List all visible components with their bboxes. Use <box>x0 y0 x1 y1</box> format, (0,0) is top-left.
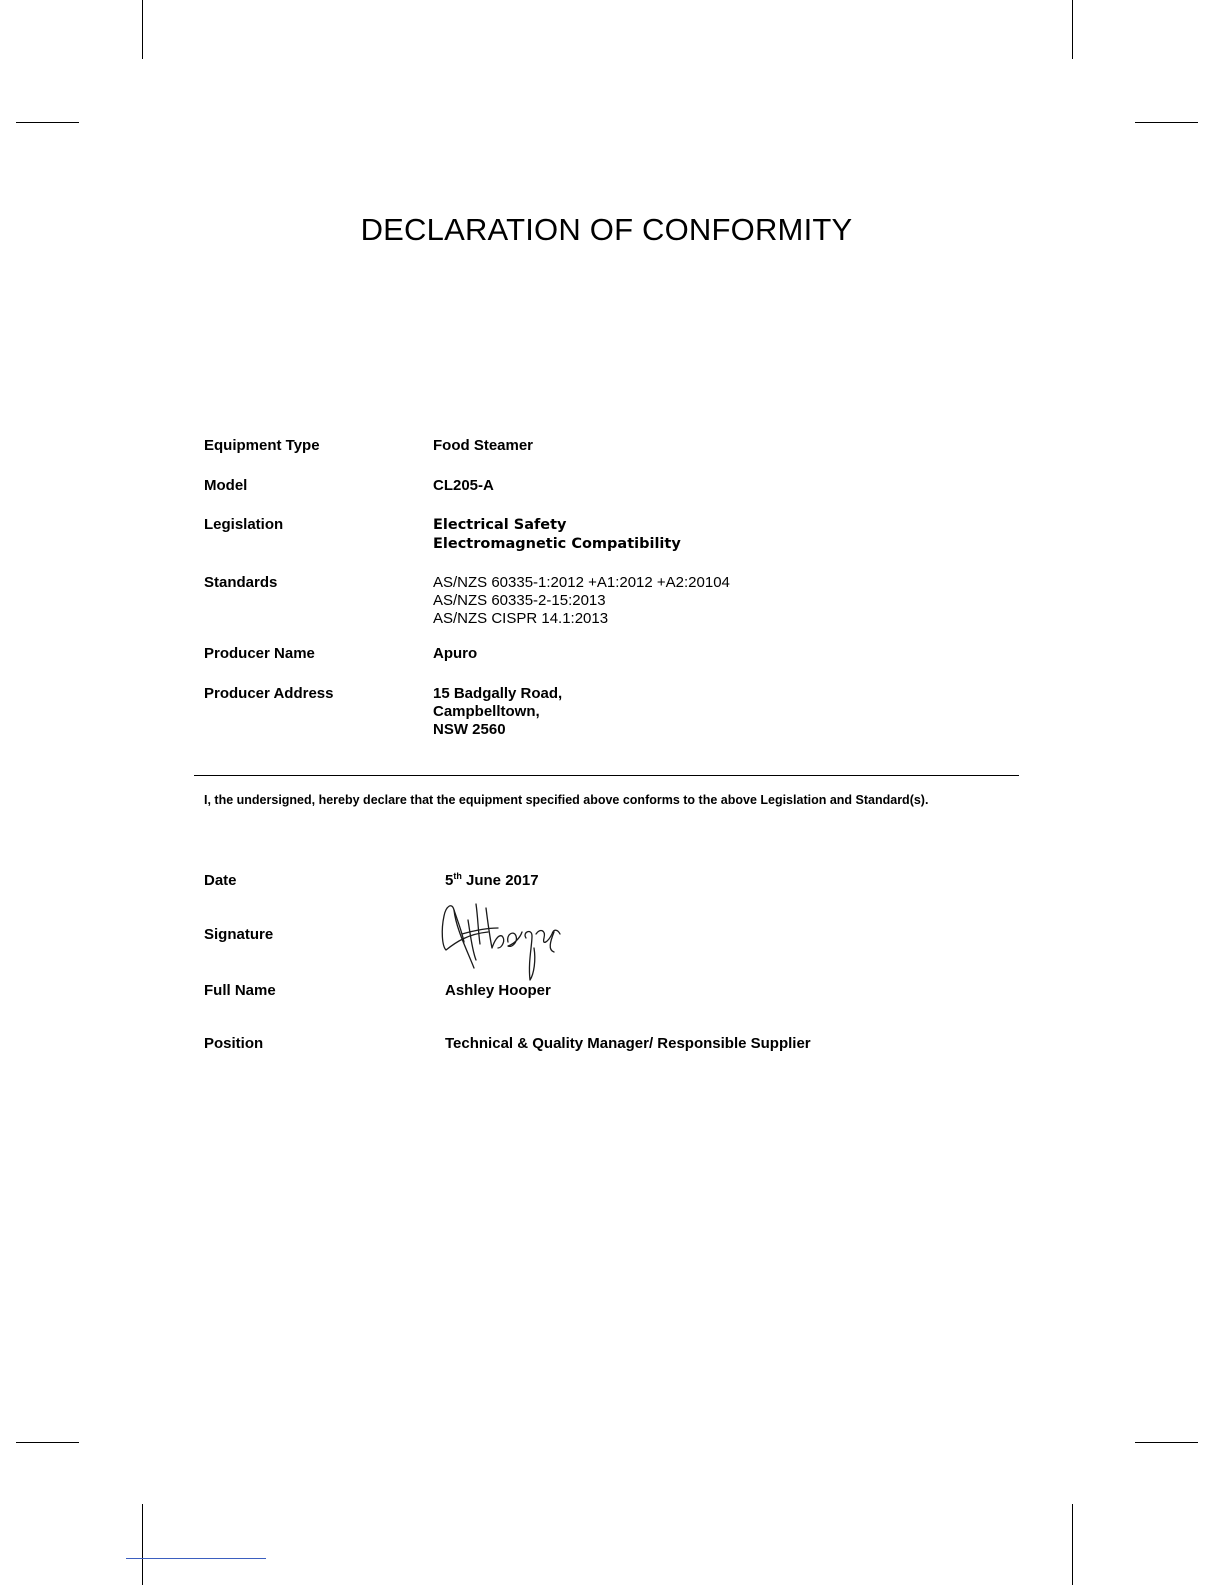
standards-values <box>433 574 730 628</box>
equipment-type-value: Food Steamer <box>433 437 534 454</box>
legislation-label: Legislation <box>204 516 284 533</box>
position-value: Technical & Quality Manager/ Responsible Supplier <box>445 1035 811 1052</box>
address-line: 15 Badgally Road, <box>433 685 563 702</box>
legislation-item: Electrical Safety <box>433 517 567 533</box>
legislation-values <box>433 516 681 554</box>
crop-mark-bottom-right-vertical <box>1072 1504 1073 1585</box>
model-value: CL205-A <box>433 477 494 494</box>
position-label: Position <box>204 1035 264 1052</box>
crop-mark-top-left-horizontal <box>16 122 79 123</box>
section-divider <box>194 775 1019 776</box>
crop-mark-bottom-left-horizontal <box>16 1442 79 1443</box>
date-value <box>445 872 539 890</box>
full-name-label: Full Name <box>204 982 276 999</box>
producer-address-values <box>433 685 562 739</box>
date-label: Date <box>204 872 237 889</box>
document-title: DECLARATION OF CONFORMITY <box>360 212 853 247</box>
standard-item: AS/NZS 60335-2-15:2013 <box>433 592 606 609</box>
footer-link-underline <box>126 1558 266 1559</box>
model-label: Model <box>204 477 248 494</box>
equipment-type-label: Equipment Type <box>204 437 320 454</box>
crop-mark-top-right-horizontal <box>1135 122 1198 123</box>
crop-mark-top-right-vertical <box>1072 0 1073 59</box>
producer-name-label: Producer Name <box>204 645 315 662</box>
date-ordinal: th <box>453 871 462 881</box>
handwritten-signature <box>436 898 572 984</box>
full-name-value: Ashley Hooper <box>445 982 551 999</box>
crop-mark-bottom-right-horizontal <box>1135 1442 1198 1443</box>
date-day: 5 <box>445 872 454 889</box>
crop-mark-bottom-left-vertical <box>142 1504 143 1585</box>
legislation-item: Electromagnetic Compatibility <box>433 536 681 552</box>
address-line: Campbelltown, <box>433 703 540 720</box>
producer-name-value: Apuro <box>433 645 478 662</box>
standard-item: AS/NZS CISPR 14.1:2013 <box>433 610 609 627</box>
crop-mark-top-left-vertical <box>142 0 143 59</box>
declaration-statement: I, the undersigned, hereby declare that the equipment specified above conforms to the above Legislation and Standard(s). <box>204 793 929 807</box>
standard-item: AS/NZS 60335-1:2012 +A1:2012 +A2:20104 <box>433 574 730 591</box>
standards-label: Standards <box>204 574 278 591</box>
signature-label: Signature <box>204 926 274 943</box>
producer-address-label: Producer Address <box>204 685 334 702</box>
address-line: NSW 2560 <box>433 721 506 738</box>
date-rest: June 2017 <box>461 872 539 889</box>
